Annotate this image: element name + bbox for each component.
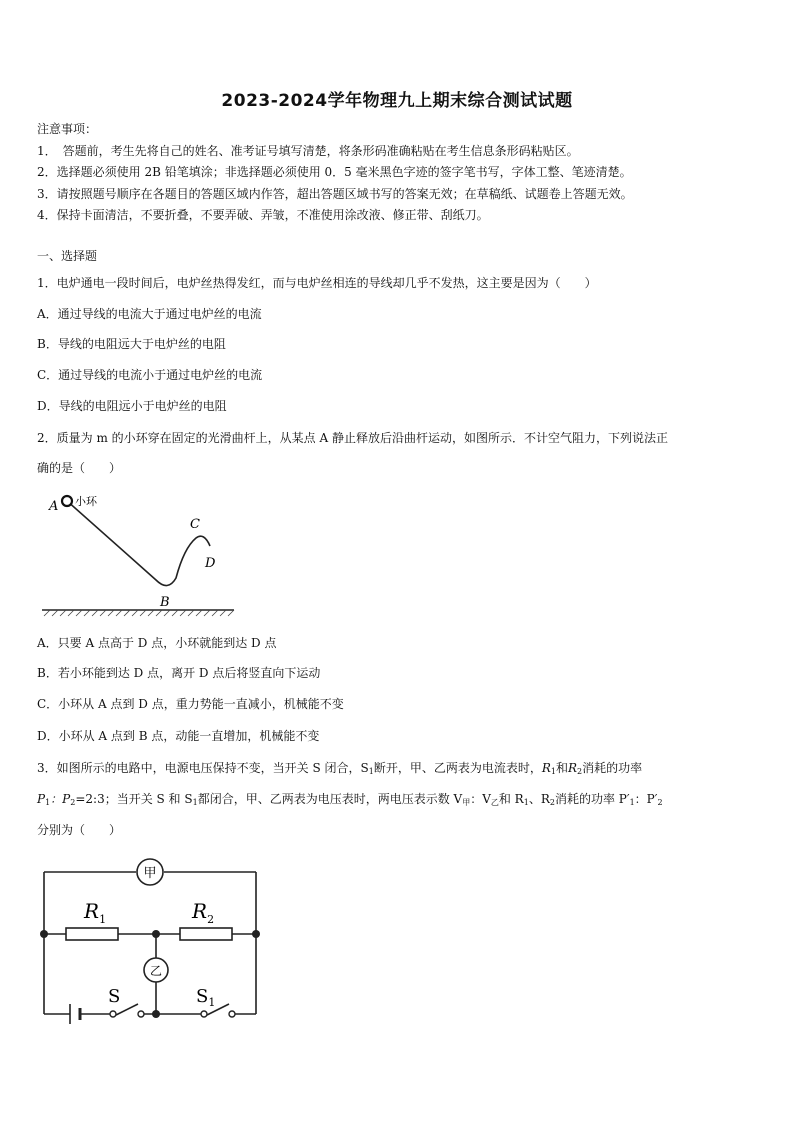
switch-s1-contact-right: [229, 1011, 235, 1017]
question-1-option-d: D．导线的电阻远小于电炉丝的电阻: [37, 399, 227, 413]
notice-item-2: 2．选择题必须使用 2B 铅笔填涂；非选择题必须使用 0．5 毫米黑色字迹的签字笔书写，字体工整、笔迹清楚。: [37, 165, 632, 179]
question-1-option-a: A．通过导线的电流大于通过电炉丝的电流: [37, 307, 262, 321]
question-1-stem: 1．电炉通电一段时间后，电炉丝热得发红，而与电炉丝相连的导线却几乎不发热，这主要是因为（ ）: [37, 276, 597, 290]
question-1-option-c: C．通过导线的电流小于通过电炉丝的电流: [37, 368, 263, 382]
node-dot-right: [252, 930, 260, 938]
node-dot-left: [40, 930, 48, 938]
label-c: C: [190, 517, 200, 532]
notice-heading: 注意事项：: [37, 122, 98, 136]
meter-jia-label: 甲: [143, 866, 157, 881]
switch-s1-contact-left: [201, 1011, 207, 1017]
question-2-option-c: C．小环从 A 点到 D 点，重力势能一直减小，机械能不变: [37, 697, 344, 711]
question-3-stem-line-1: 3．如图所示的电路中，电源电压保持不变，当开关 S 闭合，$S_1$断开，甲、乙两表为电流表时，$R_1$和$R_2$消耗的功率: [37, 761, 643, 776]
question-2-curved-rod-figure: [38, 488, 238, 618]
notice-item-1: 1． 答题前，考生先将自己的姓名、准考证号填写清楚，将条形码准确粘贴在考生信息条形码粘贴区。: [37, 144, 579, 158]
notice-item-4: 4．保持卡面清洁，不要折叠，不要弄破、弄皱，不准使用涂改液、修正带、刮纸刀。: [37, 208, 489, 222]
question-3-stem-line-3: 分别为（ ）: [37, 823, 122, 837]
question-2-option-d: D．小环从 A 点到 B 点，动能一直增加，机械能不变: [37, 729, 320, 743]
label-d: D: [205, 556, 216, 571]
question-2-stem-line-1: 2．质量为 m 的小环穿在固定的光滑曲杆上，从某点 A 静止释放后沿曲杆运动，如图所示．不计空气阻力，下列说法正: [37, 431, 668, 445]
ring-icon: [62, 496, 72, 506]
resistor-r1: [66, 928, 118, 940]
section-heading: 一、选择题: [37, 249, 98, 263]
question-3-stem-line-2: $P_1$：$P_2=2:3$；当开关 S 和 $S_1$都闭合，甲、乙两表为电压表时，两电压表示数 $V_甲$：$V_乙$和 $R_1$、$R_2$消耗的功率 $P'_1$：$P'_2$: [37, 792, 663, 807]
label-r2: $R_2$: [192, 899, 215, 926]
label-r1: $R_1$: [84, 899, 107, 926]
label-ring: 小环: [75, 495, 97, 508]
label-b: B: [160, 595, 170, 610]
question-2-stem-line-2: 确的是（ ）: [37, 461, 122, 475]
switch-s-contact-right: [138, 1011, 144, 1017]
curved-rod: [66, 500, 210, 586]
node-dot-bottom: [152, 1010, 160, 1018]
question-3-circuit-figure: [36, 850, 266, 1030]
switch-s-contact-left: [110, 1011, 116, 1017]
label-s: S: [108, 986, 121, 1007]
meter-yi-label: 乙: [149, 964, 163, 978]
notice-item-3: 3．请按照题号顺序在各题目的答题区域内作答，超出答题区域书写的答案无效；在草稿纸、试题卷上答题无效。: [37, 187, 633, 201]
node-dot-middle: [152, 930, 160, 938]
label-s1: $S_1$: [196, 986, 216, 1009]
label-a: A: [49, 499, 59, 514]
question-1-option-b: B．导线的电阻远大于电炉丝的电阻: [37, 337, 226, 351]
page-title: 2023-2024学年物理九上期末综合测试试题: [221, 91, 573, 111]
question-2-option-b: B．若小环能到达 D 点，离开 D 点后将竖直向下运动: [37, 666, 321, 680]
resistor-r2: [180, 928, 232, 940]
ground-hatching: [44, 610, 234, 616]
question-2-option-a: A．只要 A 点高于 D 点，小环就能到达 D 点: [37, 636, 277, 650]
